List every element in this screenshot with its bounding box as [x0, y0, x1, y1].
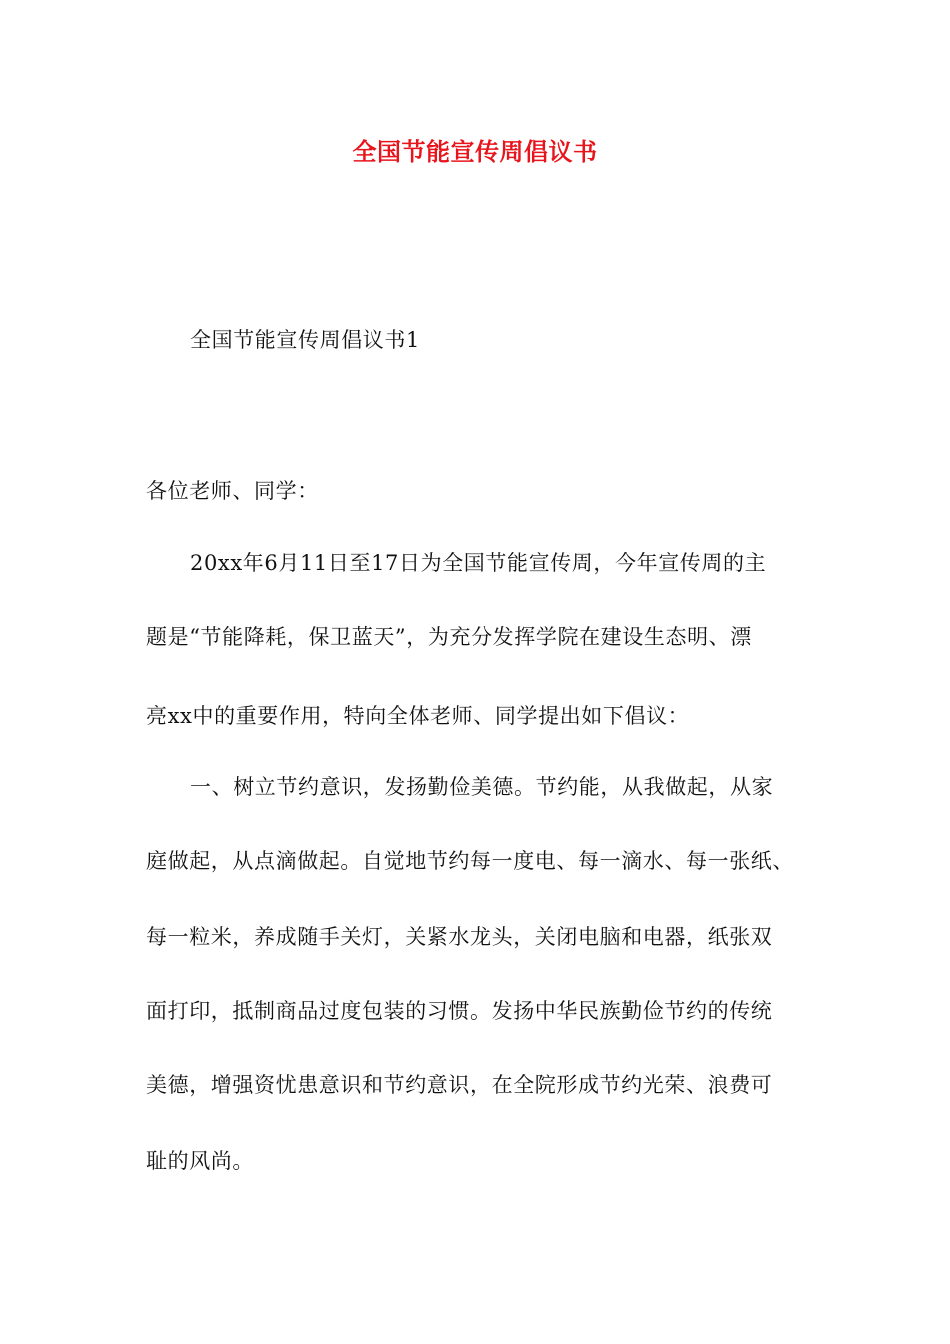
paragraph-line: 耻的风尚。: [146, 1149, 254, 1173]
paragraph-line: 美德，增强资忧患意识和节约意识，在全院形成节约光荣、浪费可: [146, 1073, 773, 1097]
section-heading: 全国节能宣传周倡议书1: [190, 328, 420, 352]
paragraph-line: 题是“节能降耗，保卫蓝天”，为充分发挥学院在建设生态明、漂: [146, 625, 752, 649]
paragraph-line: 面打印，抵制商品过度包装的习惯。发扬中华民族勤俭节约的传统: [146, 999, 773, 1023]
paragraph-line: 每一粒米，养成随手关灯，关紧水龙头，关闭电脑和电器，纸张双: [146, 925, 773, 949]
paragraph-line: 20xx年6月11日至17日为全国节能宣传周，今年宣传周的主: [190, 551, 767, 575]
greeting: 各位老师、同学：: [146, 479, 319, 503]
document-title: 全国节能宣传周倡议书: [352, 137, 598, 166]
paragraph-line: 亮xx中的重要作用，特向全体老师、同学提出如下倡议：: [146, 704, 690, 728]
paragraph-line: 庭做起，从点滴做起。自觉地节约每一度电、每一滴水、每一张纸、: [146, 849, 794, 873]
paragraph-line: 一、树立节约意识，发扬勤俭美德。节约能，从我做起，从家: [190, 775, 774, 799]
